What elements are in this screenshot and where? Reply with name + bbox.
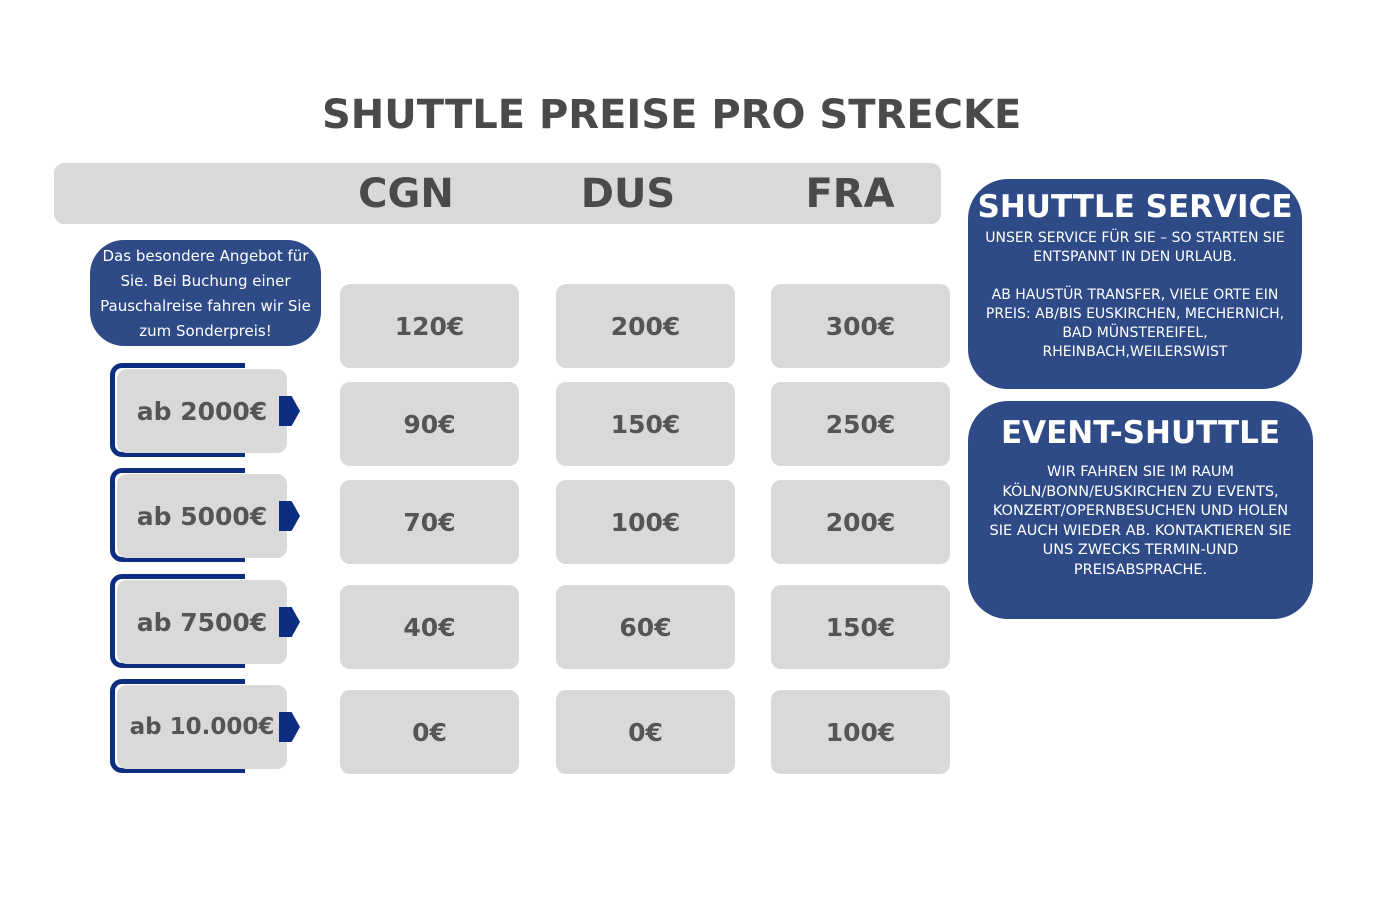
price-cell-base-fra: 300€	[771, 284, 950, 368]
column-header-dus: DUS	[580, 171, 676, 217]
tier-label-5000	[110, 468, 310, 562]
tier-label-text: ab 10.000€	[129, 714, 275, 740]
price-cell-10000-dus: 0€	[556, 690, 735, 774]
price-cell-7500-fra: 150€	[771, 585, 950, 669]
tier-label-2000	[110, 363, 310, 457]
price-cell-base-cgn: 120€	[340, 284, 519, 368]
arrow-right-icon	[279, 712, 300, 742]
shuttle-service-box	[968, 179, 1302, 389]
event-shuttle-box	[968, 401, 1313, 619]
price-cell-base-dus: 200€	[556, 284, 735, 368]
price-cell-2000-cgn: 90€	[340, 382, 519, 466]
arrow-right-icon	[279, 501, 300, 531]
column-header-cgn: CGN	[358, 171, 454, 217]
shuttle-service-text-2: AB HAUSTÜR TRANSFER, VIELE ORTE EIN PREIS: AB/BIS EUSKIRCHEN, MECHERNICH, BAD MÜNSTEREIFEL, RHEINBACH,WEILERSWIST	[985, 287, 1285, 360]
arrow-right-icon	[279, 396, 300, 426]
event-shuttle-text: WIR FAHREN SIE IM RAUM KÖLN/BONN/EUSKIRCHEN ZU EVENTS, KONZERT/OPERNBESUCHEN UND HOLEN SIE AUCH WIEDER AB. KONTAKTIEREN SIE UNS ZWECKS TERMIN-UND PREISABSPRACHE.	[989, 464, 1292, 578]
tier-label-text: ab 2000€	[136, 396, 268, 426]
price-cell-5000-fra: 200€	[771, 480, 950, 564]
tier-label-10000	[110, 679, 310, 773]
arrow-right-icon	[279, 607, 300, 637]
price-cell-2000-fra: 250€	[771, 382, 950, 466]
tier-label-text: ab 7500€	[136, 607, 268, 637]
price-cell-5000-dus: 100€	[556, 480, 735, 564]
column-header-fra: FRA	[805, 171, 895, 217]
tier-label-text: ab 5000€	[136, 501, 268, 531]
price-cell-2000-dus: 150€	[556, 382, 735, 466]
price-cell-10000-fra: 100€	[771, 690, 950, 774]
price-cell-7500-dus: 60€	[556, 585, 735, 669]
price-cell-10000-cgn: 0€	[340, 690, 519, 774]
shuttle-service-text-1: UNSER SERVICE FÜR SIE – SO STARTEN SIE ENTSPANNT IN DEN URLAUB.	[985, 230, 1285, 265]
price-cell-5000-cgn: 70€	[340, 480, 519, 564]
price-cell-7500-cgn: 40€	[340, 585, 519, 669]
page-title: SHUTTLE PREISE PRO STRECKE	[322, 92, 1022, 138]
shuttle-service-title: SHUTTLE SERVICE	[977, 189, 1293, 225]
tier-label-7500	[110, 574, 310, 668]
promo-badge: Das besondere Angebot für Sie. Bei Buchung einer Pauschalreise fahren wir Sie zum Sonderpreis!	[90, 240, 321, 346]
event-shuttle-title: EVENT-SHUTTLE	[1000, 415, 1281, 451]
